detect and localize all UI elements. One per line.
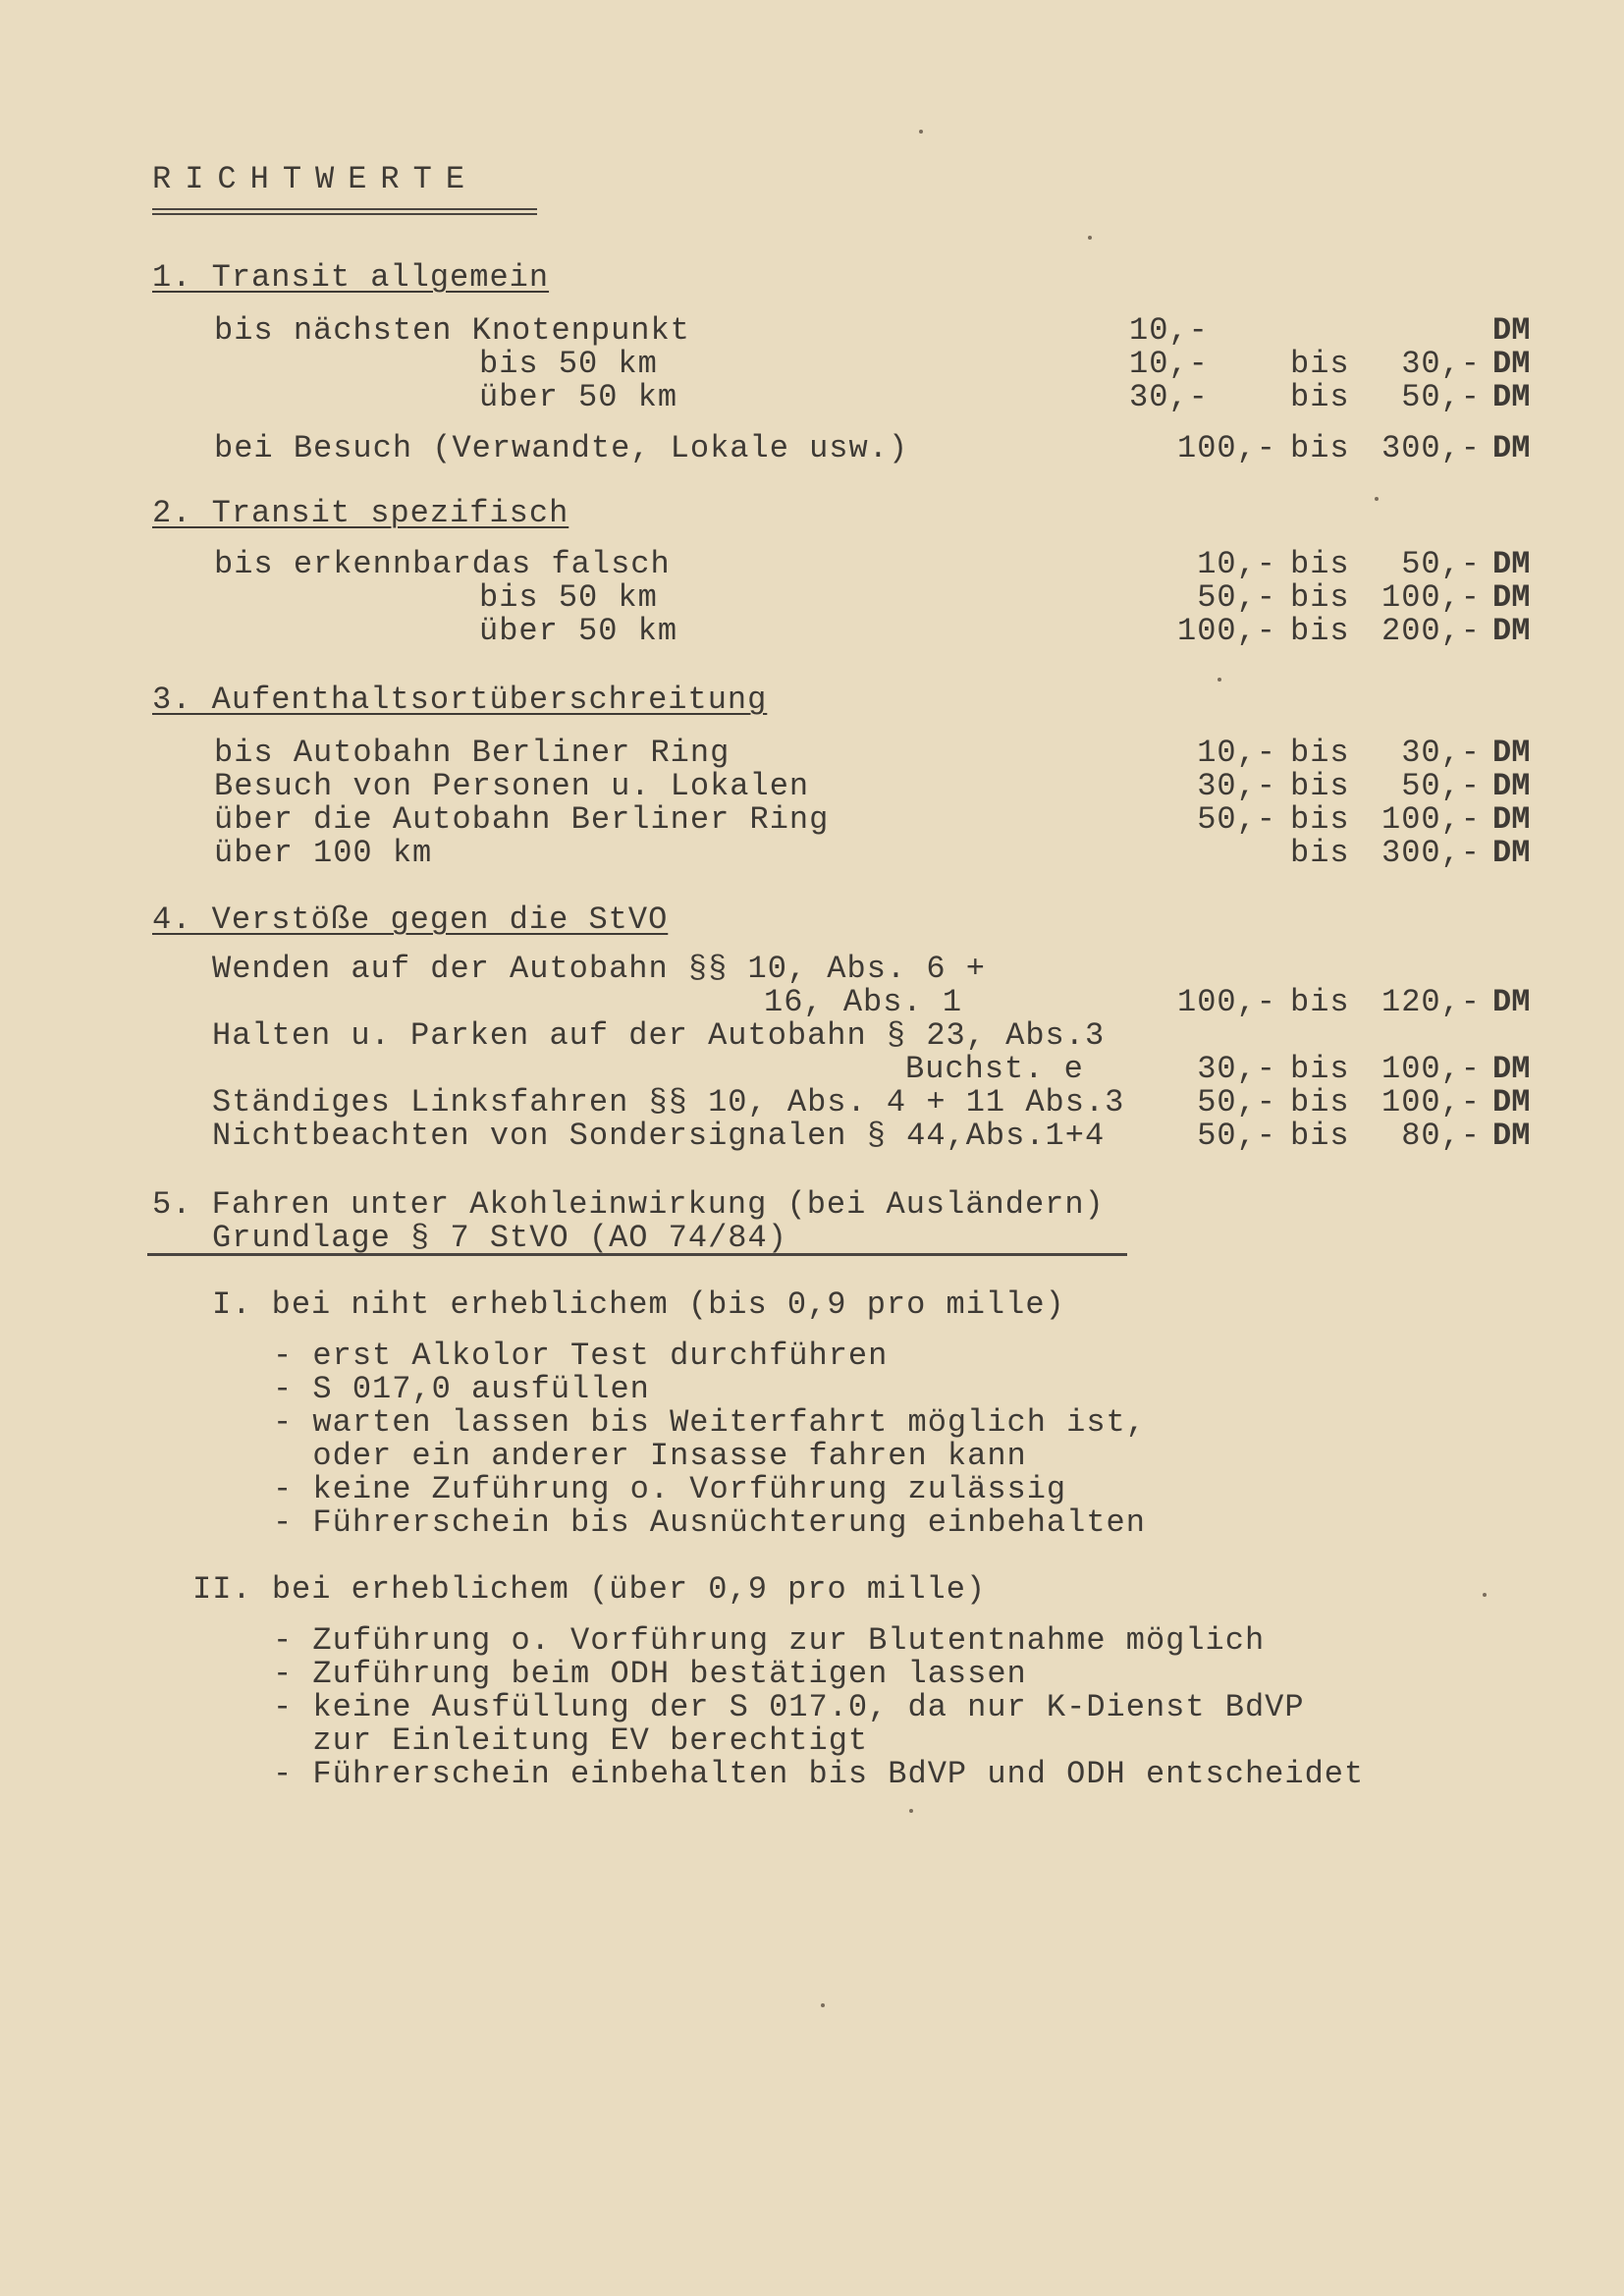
row-label: über 50 km bbox=[479, 613, 678, 649]
amount-from: 30,- bbox=[1197, 1051, 1276, 1087]
amount-to: 200,- bbox=[1380, 613, 1481, 649]
section-heading-line2: Grundlage § 7 StVO (AO 74/84) bbox=[212, 1220, 787, 1256]
amount-from: 50,- bbox=[1197, 1084, 1276, 1121]
amount-to: 50,- bbox=[1401, 768, 1481, 804]
currency-unit: DM bbox=[1492, 379, 1531, 415]
amount-bis: bis bbox=[1290, 1118, 1350, 1154]
row-label: Halten u. Parken auf der Autobahn § 23, Abs.3 bbox=[212, 1017, 1106, 1054]
amount-to: 50,- bbox=[1401, 546, 1481, 582]
row-label: Nichtbeachten von Sondersignalen § 44,Abs.1+4 bbox=[212, 1118, 1106, 1154]
amount-to: 100,- bbox=[1380, 801, 1481, 838]
amount-to: 120,- bbox=[1380, 984, 1481, 1020]
amount-from: 50,- bbox=[1197, 801, 1276, 838]
section-heading: 3. Aufenthaltsortüberschreitung bbox=[152, 682, 768, 718]
amount-to: 300,- bbox=[1380, 430, 1481, 466]
currency-unit: DM bbox=[1492, 1084, 1531, 1121]
amount-from: 50,- bbox=[1197, 579, 1276, 616]
list-item: - Führerschein bis Ausnüchterung einbehalten bbox=[273, 1504, 1146, 1541]
title-double-underline bbox=[152, 208, 537, 215]
row-label: bis erkennbardas falsch bbox=[214, 546, 671, 582]
row-label: Besuch von Personen u. Lokalen bbox=[214, 768, 810, 804]
amount-bis: bis bbox=[1290, 379, 1350, 415]
list-item: - Zuführung beim ODH bestätigen lassen bbox=[273, 1656, 1027, 1692]
section-heading: 4. Verstöße gegen die StVO bbox=[152, 902, 669, 938]
row-label-continued: Buchst. e bbox=[905, 1051, 1084, 1087]
amount-to: 30,- bbox=[1401, 346, 1481, 382]
amount-from: 10,- bbox=[1129, 346, 1209, 382]
subsection-title: I. bei niht erheblichem (bis 0,9 pro mille) bbox=[212, 1286, 1065, 1323]
row-label: bis nächsten Knotenpunkt bbox=[214, 312, 690, 349]
paper-speck bbox=[919, 130, 923, 134]
amount-bis: bis bbox=[1290, 835, 1350, 871]
amount-to: 300,- bbox=[1380, 835, 1481, 871]
amount-from: 100,- bbox=[1176, 613, 1276, 649]
amount-from: 100,- bbox=[1176, 430, 1276, 466]
amount-from: 30,- bbox=[1197, 768, 1276, 804]
amount-bis: bis bbox=[1290, 430, 1350, 466]
currency-unit: DM bbox=[1492, 546, 1531, 582]
subsection-title: II. bei erheblichem (über 0,9 pro mille) bbox=[192, 1571, 987, 1608]
row-label: bis Autobahn Berliner Ring bbox=[214, 735, 731, 771]
amount-from: 50,- bbox=[1197, 1118, 1276, 1154]
row-label-continued: 16, Abs. 1 bbox=[764, 984, 963, 1020]
section-heading: 2. Transit spezifisch bbox=[152, 495, 569, 531]
currency-unit: DM bbox=[1492, 613, 1531, 649]
currency-unit: DM bbox=[1492, 984, 1531, 1020]
paper-speck bbox=[909, 1809, 913, 1813]
amount-bis: bis bbox=[1290, 1051, 1350, 1087]
list-item: oder ein anderer Insasse fahren kann bbox=[273, 1438, 1027, 1474]
list-item: - Zuführung o. Vorführung zur Blutentnahme möglich bbox=[273, 1622, 1266, 1659]
list-item: - S 017,0 ausfüllen bbox=[273, 1371, 650, 1407]
amount-bis: bis bbox=[1290, 735, 1350, 771]
list-item: - keine Zuführung o. Vorführung zulässig bbox=[273, 1471, 1067, 1507]
amount-to: 50,- bbox=[1401, 379, 1481, 415]
amount-to: 30,- bbox=[1401, 735, 1481, 771]
section-heading: 1. Transit allgemein bbox=[152, 259, 550, 296]
list-item: - erst Alkolor Test durchführen bbox=[273, 1338, 889, 1374]
section-underline bbox=[147, 1253, 1127, 1256]
amount-bis: bis bbox=[1290, 801, 1350, 838]
paper-speck bbox=[1483, 1593, 1487, 1597]
amount-to: 100,- bbox=[1380, 1084, 1481, 1121]
row-label: Wenden auf der Autobahn §§ 10, Abs. 6 + bbox=[212, 951, 986, 987]
amount-from: 10,- bbox=[1129, 312, 1209, 349]
row-label: Ständiges Linksfahren §§ 10, Abs. 4 + 11 Abs.3 bbox=[212, 1084, 1125, 1121]
list-item: - Führerschein einbehalten bis BdVP und ODH entscheidet bbox=[273, 1756, 1365, 1792]
amount-bis: bis bbox=[1290, 546, 1350, 582]
currency-unit: DM bbox=[1492, 579, 1531, 616]
amount-to: 100,- bbox=[1380, 579, 1481, 616]
currency-unit: DM bbox=[1492, 835, 1531, 871]
amount-bis: bis bbox=[1290, 984, 1350, 1020]
currency-unit: DM bbox=[1492, 1051, 1531, 1087]
list-item: zur Einleitung EV berechtigt bbox=[273, 1722, 869, 1759]
currency-unit: DM bbox=[1492, 1118, 1531, 1154]
section-heading: 5. Fahren unter Akohleinwirkung (bei Ausländern) bbox=[152, 1186, 1105, 1223]
amount-bis: bis bbox=[1290, 768, 1350, 804]
amount-from: 30,- bbox=[1129, 379, 1209, 415]
amount-bis: bis bbox=[1290, 613, 1350, 649]
row-label: über 100 km bbox=[214, 835, 433, 871]
paper-speck bbox=[1218, 678, 1221, 682]
row-label: bis 50 km bbox=[479, 579, 658, 616]
currency-unit: DM bbox=[1492, 801, 1531, 838]
currency-unit: DM bbox=[1492, 312, 1531, 349]
currency-unit: DM bbox=[1492, 735, 1531, 771]
amount-bis: bis bbox=[1290, 579, 1350, 616]
amount-from: 10,- bbox=[1197, 546, 1276, 582]
amount-to: 100,- bbox=[1380, 1051, 1481, 1087]
paper-speck bbox=[821, 2003, 825, 2007]
document-title: RICHTWERTE bbox=[152, 161, 479, 197]
list-item: - warten lassen bis Weiterfahrt möglich ist, bbox=[273, 1404, 1146, 1441]
currency-unit: DM bbox=[1492, 768, 1531, 804]
currency-unit: DM bbox=[1492, 430, 1531, 466]
amount-bis: bis bbox=[1290, 346, 1350, 382]
row-label: bei Besuch (Verwandte, Lokale usw.) bbox=[214, 430, 909, 466]
row-label: bis 50 km bbox=[479, 346, 658, 382]
paper-speck bbox=[1088, 236, 1092, 240]
amount-from: 100,- bbox=[1176, 984, 1276, 1020]
row-label: über 50 km bbox=[479, 379, 678, 415]
paper-speck bbox=[1375, 497, 1379, 501]
amount-to: 80,- bbox=[1401, 1118, 1481, 1154]
row-label: über die Autobahn Berliner Ring bbox=[214, 801, 830, 838]
amount-from: 10,- bbox=[1197, 735, 1276, 771]
list-item: - keine Ausfüllung der S 017.0, da nur K-Dienst BdVP bbox=[273, 1689, 1305, 1725]
amount-bis: bis bbox=[1290, 1084, 1350, 1121]
currency-unit: DM bbox=[1492, 346, 1531, 382]
